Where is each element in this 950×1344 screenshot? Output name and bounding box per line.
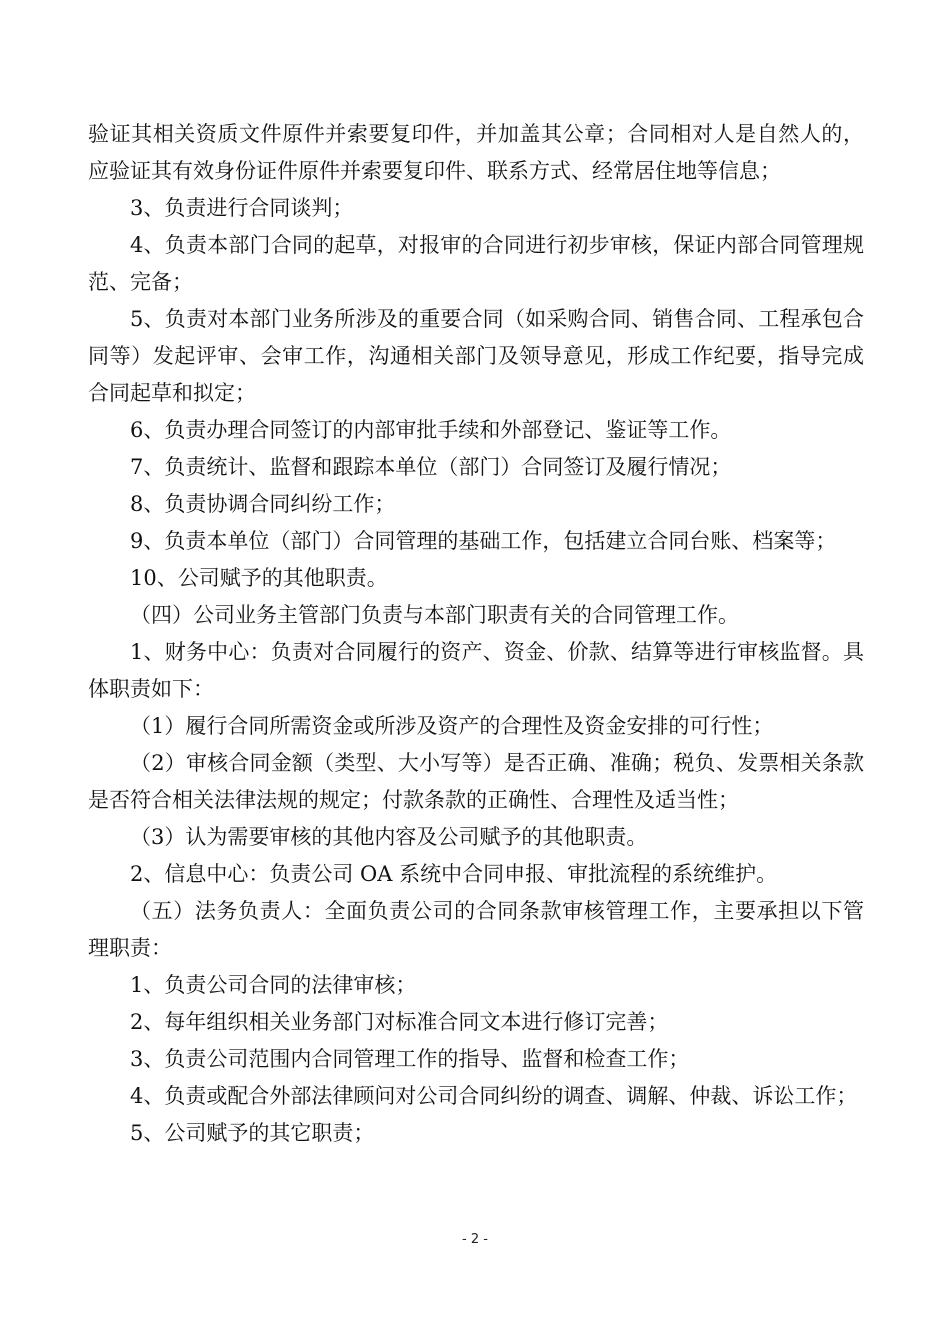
paragraph-item-6: 6、负责办理合同签订的内部审批手续和外部登记、鉴证等工作。: [130, 418, 732, 442]
paragraph-legal-4: 4、负责或配合外部法律顾问对公司合同纠纷的调查、调解、仲裁、诉讼工作；: [130, 1084, 858, 1108]
paragraph-finance-sub-3: （3）认为需要审核的其他内容及公司赋予的其他职责。: [130, 825, 648, 849]
paragraph-item-8: 8、负责协调合同纠纷工作；: [130, 492, 396, 516]
paragraph-continued: 验证其相关资质文件原件并索要复印件，并加盖其公章；合同相对人是自然人的，应验证其有效身份证件原件并索要复印件、联系方式、经常居住地等信息；: [88, 122, 864, 183]
section-heading-4: （四）公司业务主管部门负责与本部门职责有关的合同管理工作。: [130, 603, 739, 627]
paragraph-finance-center: 1、财务中心：负责对合同履行的资产、资金、价款、结算等进行审核监督。具体职责如下：: [88, 640, 864, 701]
paragraph-finance-sub-2: （2）审核合同金额（类型、大小写等）是否正确、准确；税负、发票相关条款是否符合相关法律法规的规定；付款条款的正确性、合理性及适当性；: [88, 751, 864, 812]
paragraph-legal-3: 3、负责公司范围内合同管理工作的指导、监督和检查工作；: [130, 1047, 690, 1071]
paragraph-legal-2: 2、每年组织相关业务部门对标准合同文本进行修订完善；: [130, 1010, 669, 1034]
paragraph-info-center: 2、信息中心：负责公司 OA 系统中合同申报、审批流程的系统维护。: [130, 862, 778, 886]
document-body: [88, 116, 864, 1152]
paragraph-item-3: 3、负责进行合同谈判；: [130, 196, 354, 220]
paragraph-legal-1: 1、负责公司合同的法律审核；: [130, 973, 417, 997]
paragraph-item-5: 5、负责对本部门业务所涉及的重要合同（如采购合同、销售合同、工程承包合同等）发起评审、会审工作，沟通相关部门及领导意见，形成工作纪要，指导完成合同起草和拟定；: [88, 307, 864, 405]
paragraph-item-10: 10、公司赋予的其他职责。: [130, 566, 388, 590]
paragraph-finance-sub-1: （1）履行合同所需资金或所涉及资产的合理性及资金安排的可行性；: [130, 714, 774, 738]
paragraph-item-9: 9、负责本单位（部门）合同管理的基础工作，包括建立合同台账、档案等；: [130, 529, 837, 553]
paragraph-item-7: 7、负责统计、监督和跟踪本单位（部门）合同签订及履行情况；: [130, 455, 732, 479]
page-number: - 2 -: [462, 1232, 488, 1247]
section-heading-5: （五）法务负责人：全面负责公司的合同条款审核管理工作，主要承担以下管理职责：: [88, 899, 864, 960]
paragraph-legal-5: 5、公司赋予的其它职责；: [130, 1121, 375, 1145]
paragraph-item-4: 4、负责本部门合同的起草，对报审的合同进行初步审核，保证内部合同管理规范、完备；: [88, 233, 864, 294]
